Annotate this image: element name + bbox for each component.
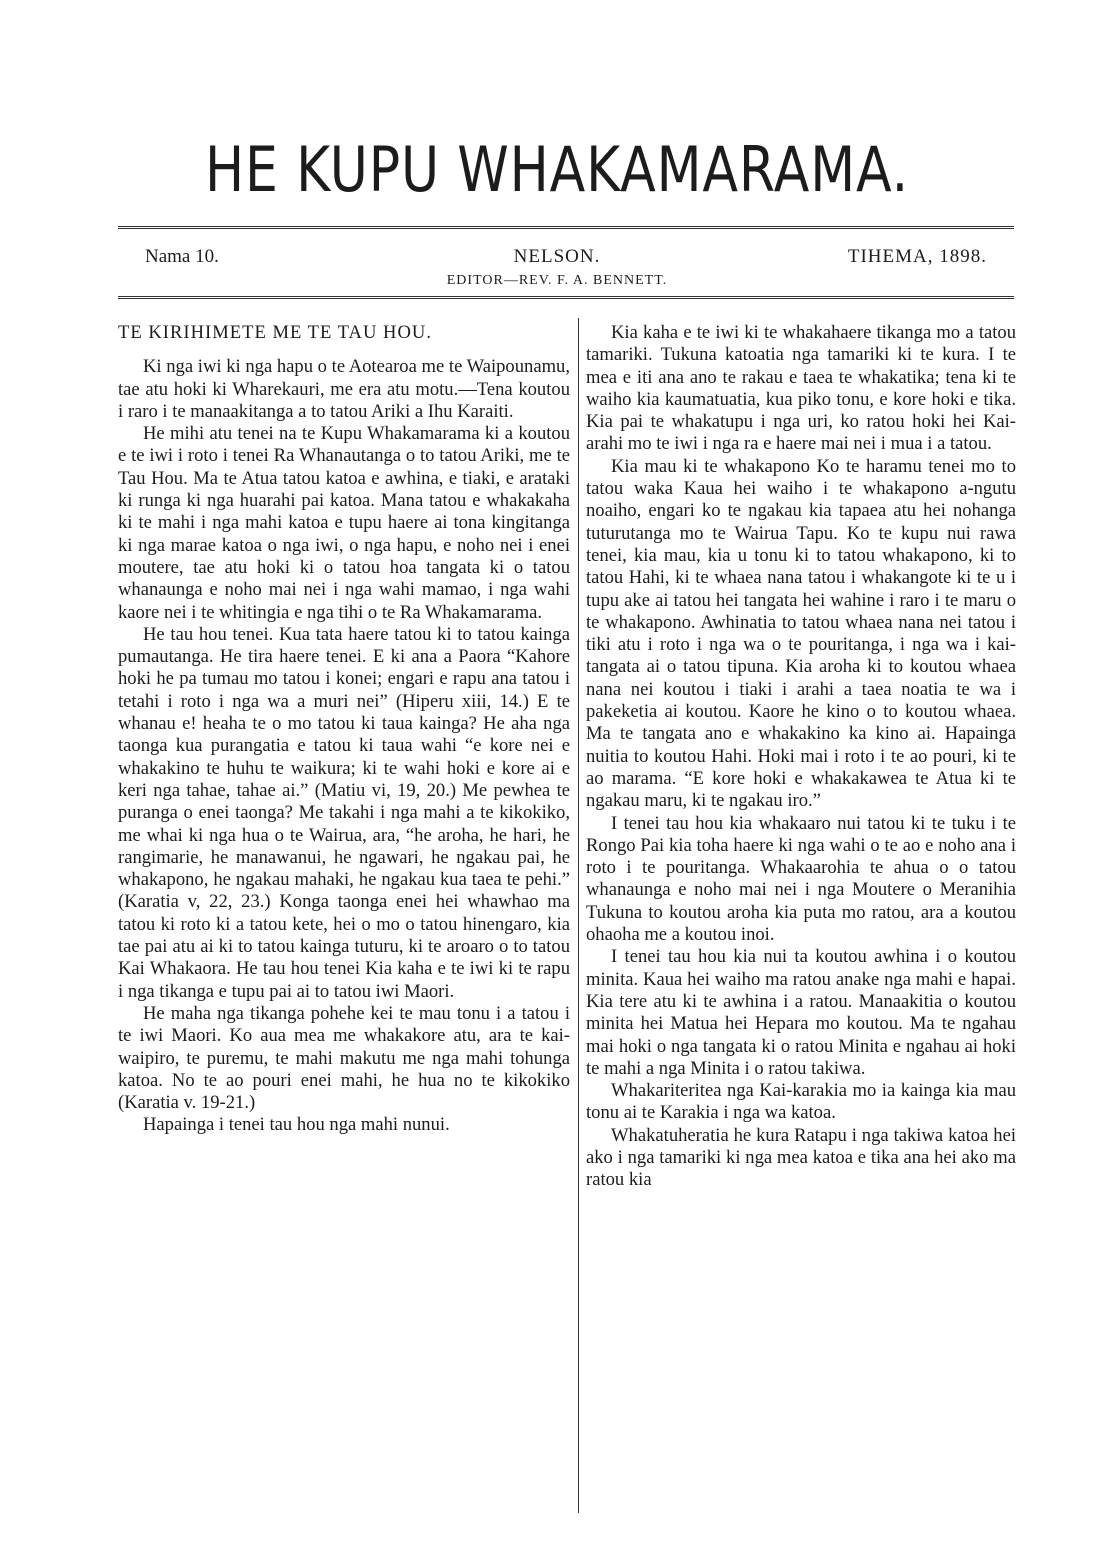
header-rule-bottom: [118, 296, 1014, 299]
right-column: [586, 322, 1016, 1192]
left-column: [118, 322, 570, 1137]
header-rule-top: [118, 226, 1014, 229]
issue-place: NELSON.: [513, 246, 601, 267]
issue-number: Nama 10.: [145, 246, 219, 267]
paragraph: Ki nga iwi ki nga hapu o te Aotearoa me te Waipounamu, tae atu hoki ki Wharekauri, me era atu motu.—Tena koutou i raro i te manaakitanga a to tatou Ariki a Ihu Karaiti.: [118, 356, 570, 422]
issue-date: TIHEMA, 1898.: [847, 246, 987, 267]
paragraph: I tenei tau hou kia whakaaro nui tatou ki te tuku i te Rongo Pai kia toha haere ki nga wahi o te ao e noho ana i roto i te pouritanga. Whakaarohia te ahua o o tatou whanaunga e noho mai nei i nga Moutere o Meranihia Tukuna to koutou aroha kia puta mo ratou, ara a koutou ohaoha me a koutou inoi.: [586, 812, 1016, 946]
paragraph: He tau hou tenei. Kua tata haere tatou ki to tatou kainga pumautanga. He tira haere tenei. E ki ana a Paora “Kahore hoki he pa tumau mo tatou i konei; engari e rapu ana tatou i tetahi i roto i nga wa a muri nei” (Hiperu xiii, 14.) E te whanau e! heaha te o mo tatou ki taua kainga? He aha nga taonga kua purangatia e tatou ki taua wahi “e kore nei e whakakino te huhu te waikura; ki te wahi hoki e kore ai e keri nga tahae, tahae ai.” (Matiu vi, 19, 20.) Me pewhea te puranga o enei taonga? Me takahi i nga mahi a te kikokiko, me whai ki nga hua o te Wairua, ara, “he aroha, he hari, he rangimarie, he manawanui, he ngawari, he ngakau pai, he whakapono, he ngakau mahaki, he ngakau kua taea te pehi.” (Karatia v, 22, 23.) Konga taonga enei hei whawhao ma tatou ki roto ki a tatou kete, hei o mo o tatou hinengaro, kia tae pai atu ai ki to tatou kainga tuturu, ki te aroaro o to tatou Kai Whakaora. He tau hou tenei Kia kaha e te iwi ki te rapu i nga tikanga e tupu pai ai to tatou iwi Maori.: [118, 623, 570, 1002]
paragraph: Kia mau ki te whakapono Ko te haramu tenei mo to tatou waka Kaua hei waiho i te whakapono a-ngutu noaiho, engari ko te ngakau kia tapaea atu hei nohanga tuturutanga mo te Wairua Tapu. Ko te kupu nui rawa tenei, kia mau, kia u tonu ki to tatou whakapono, ki to tatou Hahi, ki te whaea nana tatou i whakangote ki te u i tupu ake ai tatou hei tangata hei wahine i raro i te maru o te whakapono. Awhinatia to tatou whaea nana nei tatou i tiki atu i roto i nga wa o te pouritanga, i nga wa i kai-tangata ai o tatou tipuna. Kia aroha ki to koutou whaea nana nei koutou i tiaki i arahi a taea noatia te wa i pakeketia ai koutou. Kaore he kino o to koutou whaea. Ma te tangata ano e whakakino ka kino ai. Hapainga nuitia to koutou Hahi. Hoki mai i roto i te ao pouri, ki te ao marama. “E kore hoki e whakakawea te Atua ki te ngakau maru, ki te ngakau iro.”: [586, 455, 1016, 812]
paragraph: He mihi atu tenei na te Kupu Whakamarama ki a koutou e te iwi i roto i tenei Ra Whanautanga o to tatou Ariki, me te Tau Hou. Ma te Atua tatou katoa e awhina, e tiaki, e arataki ki runga ki nga huarahi pai katoa. Mana tatou e whakakaha ki te mahi i nga mahi katoa e tupu haere ai tona kingitanga ki nga marae katoa o nga iwi, o nga hapu, e noho nei i enei moutere, tae atu hoki ki o tatou hoa tangata ki o tatou whanaunga e noho mai nei i nga wahi mamao, i nga wahi kaore nei i te whitingia e nga tihi o te Ra Whakamarama.: [118, 423, 570, 623]
paragraph: Hapainga i tenei tau hou nga mahi nunui.: [143, 1114, 450, 1136]
article-title: TE KIRIHIMETE ME TE TAU HOU.: [118, 322, 432, 343]
paragraph: He maha nga tikanga pohehe kei te mau tonu i a tatou i te iwi Maori. Ko aua mea me whakakore atu, ara te kai-waipiro, te puremu, te mahi makutu me nga mahi tohunga katoa. No te ao pouri enei mahi, he hua no te kikokiko (Karatia v. 19-21.): [118, 1002, 570, 1114]
paragraph: I tenei tau hou kia nui ta koutou awhina i o koutou minita. Kaua hei waiho ma ratou anake nga mahi e hapai. Kia tere atu ki te awhina i a ratou. Manaakitia o koutou minita hei Matua hei Hepara mo koutou. Ma te ngahau mai hoki o nga tangata ki o ratou Minita e ngahau ai hoki te mahi a nga Minita i o ratou takiwa.: [586, 946, 1016, 1079]
editor-line: EDITOR—REV. F. A. BENNETT.: [446, 273, 668, 288]
column-divider: [578, 318, 579, 1513]
paragraph: Whakatuheratia he kura Ratapu i nga takiwa katoa hei ako i nga tamariki ki nga mea katoa e tika ana hei ako ma ratou kia: [586, 1124, 1016, 1191]
masthead-title: HE KUPU WHAKAMARAMA.: [205, 133, 909, 206]
paragraph: Whakariteritea nga Kai-karakia mo ia kainga kia mau tonu ai te Karakia i nga wa katoa.: [586, 1080, 1016, 1124]
paragraph: Kia kaha e te iwi ki te whakahaere tikanga mo a tatou tamariki. Tukuna katoatia nga tamariki ki te kura. I te mea e iti ana ano te rakau e taea te whakatika; tena ki te waiho kia kaumatuatia, kua piko tonu, e kore hoki e tika. Kia pai te whakatupu i nga uri, ko ratou hoki hei Kai-arahi mo te iwi i nga ra e haere mai nei i mua i a tatou.: [586, 322, 1016, 455]
